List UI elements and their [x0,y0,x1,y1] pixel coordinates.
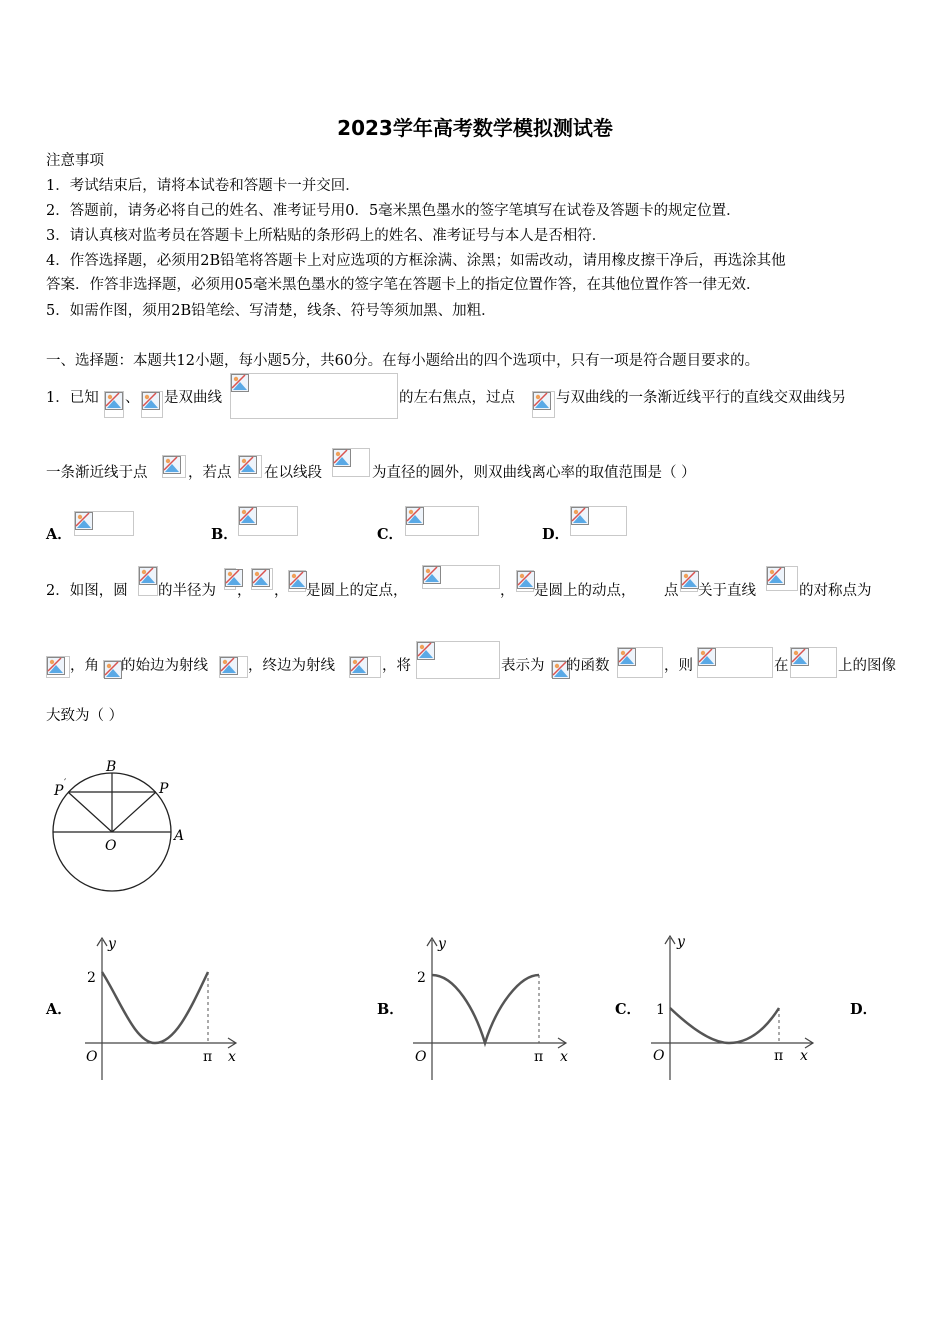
y-label: y [438,936,446,952]
broken-image-icon [289,571,307,589]
formula-image [551,660,566,678]
y-label: y [677,934,685,950]
formula-image [680,570,698,592]
formula-image [766,566,798,591]
q2-text: 关于直线 [698,583,756,599]
formula-image [103,660,121,678]
formula-image [532,391,555,418]
notice-item: 4．作答选择题，必须用2B铅笔将答题卡上对应选项的方框涂满、涂黑；如需改动，请用橡皮擦干净后，再选涂其他 [46,253,786,269]
q2-text: 的函数 [566,658,610,674]
broken-image-icon [75,512,93,530]
q1-text: 、 [125,390,140,406]
label-prime: ′ [64,778,67,789]
broken-image-icon [239,456,257,474]
formula-image [219,656,248,678]
option-b-label: B． [211,526,238,543]
option-d-label: D． [542,526,570,543]
origin-label: O [653,1048,665,1064]
formula-image [349,656,381,678]
broken-image-icon [333,449,351,467]
formula-image [162,455,186,478]
broken-image-icon [767,567,785,585]
q2-text: 大致为（ ） [46,708,124,724]
q2-text: ，则 [664,658,693,674]
q2-text: ，终边为射线 [248,658,335,674]
origin-label: O [86,1049,98,1065]
pi-label: π [203,1049,213,1065]
broken-image-icon [104,661,122,679]
option-c-formula [405,506,479,536]
formula-image [332,448,370,477]
formula-image [617,647,663,678]
label-b: B [106,759,117,775]
q1-text: 一条渐近线于点 [46,465,148,481]
graph-c [643,930,823,1085]
formula-image [138,566,158,596]
q2-text: 表示为 [501,658,545,674]
label-p: P [159,781,169,797]
broken-image-icon [252,569,270,587]
formula-image [251,568,273,590]
x-label: x [228,1049,236,1065]
broken-image-icon [142,392,160,410]
q2-text: 是圆上的定点， [306,583,408,599]
q2-text: ， [500,583,515,599]
x-label: x [560,1049,568,1065]
q2-text: 的半径为 [158,583,216,599]
q1-text: 为直径的圆外，则双曲线离心率的取值范围是（ ） [372,465,696,481]
broken-image-icon [231,374,249,392]
notice-item: 2．答题前，请务必将自己的姓名、准考证号用0．5毫米黑色墨水的签字笔填写在试卷及答题卡的规定位置． [46,203,741,219]
graph-option-d-label: D． [850,1001,878,1018]
broken-image-icon [239,507,257,525]
notice-item: 3．请认真核对监考员在答题卡上所粘贴的条形码上的姓名、准考证号与本人是否相符． [46,228,607,244]
radius-op-prime [68,792,112,832]
q1-text: 在以线段 [264,465,322,481]
q2-text: 是圆上的动点， [534,583,636,599]
tick-label: 1 [656,1002,665,1018]
formula-image [238,455,262,478]
formula-image [790,647,837,678]
q2-text: 在 [774,658,789,674]
graph-option-b-label: B． [377,1001,404,1018]
broken-image-icon [47,657,65,675]
option-a-label: A． [46,526,72,543]
label-p-prime: P [54,783,64,799]
formula-image [46,656,70,678]
label-o: O [105,838,117,854]
broken-image-icon [105,392,123,410]
origin-label: O [415,1049,427,1065]
formula-image [288,570,306,592]
broken-image-icon [517,571,535,589]
option-b-formula [238,506,298,536]
tick-label: 2 [417,970,426,986]
q2-text: ，角 [70,658,99,674]
broken-image-icon [791,648,809,666]
curve [432,975,539,1043]
formula-image [230,373,398,419]
formula-image [416,641,500,679]
formula-image [516,570,534,592]
broken-image-icon [220,657,238,675]
curve [670,1008,779,1043]
graph-b [405,930,585,1085]
graph-a [75,930,255,1085]
broken-image-icon [406,507,424,525]
graph-option-a-label: A． [46,1001,72,1018]
broken-image-icon [423,566,441,584]
formula-image [697,647,773,678]
option-a-formula [74,511,134,536]
q1-text: ，若点 [188,465,232,481]
broken-image-icon [350,657,368,675]
q2-text: 上的图像 [838,658,896,674]
section-heading: 一、选择题：本题共12小题，每小题5分，共60分。在每小题给出的四个选项中，只有一项是符合题目要求的。 [46,353,760,369]
notice-item: 5．如需作图，须用2B铅笔绘、写清楚，线条、符号等须加黑、加粗． [46,303,496,319]
broken-image-icon [417,642,435,660]
q2-text: ， [237,583,252,599]
q2-text: ， [274,583,289,599]
pi-label: π [774,1048,784,1064]
q2-text: 的对称点为 [799,583,872,599]
broken-image-icon [698,648,716,666]
circle-figure [48,755,198,895]
formula-image [141,391,163,418]
broken-image-icon [571,507,589,525]
label-a: A [174,828,185,844]
q1-text: 与双曲线的一条渐近线平行的直线交双曲线另 [556,390,846,406]
notice-item: 1．考试结束后，请将本试卷和答题卡一并交回． [46,178,360,194]
radius-op [112,792,156,832]
formula-image [224,568,236,590]
x-label: x [800,1048,808,1064]
notice-item: 答案．作答非选择题，必须用05毫米黑色墨水的签字笔在答题卡上的指定位置作答，在其他位置作答一律无效． [46,277,761,293]
broken-image-icon [163,456,181,474]
q2-text: 2．如图，圆 [46,583,128,599]
q2-text: ，将 [382,658,411,674]
y-label: y [108,936,116,952]
option-d-formula [570,506,627,536]
tick-label: 2 [87,970,96,986]
graph-option-c-label: C． [615,1001,642,1018]
broken-image-icon [533,392,551,410]
q1-text: 的左右焦点，过点 [399,390,515,406]
option-c-label: C． [377,526,404,543]
q1-text: 1．已知 [46,390,99,406]
notice-heading: 注意事项 [46,153,104,169]
q2-text: 点 [664,583,679,599]
broken-image-icon [681,571,699,589]
formula-image [104,391,124,418]
q2-text: 的始边为射线 [121,658,208,674]
pi-label: π [534,1049,544,1065]
page-title: 2023学年高考数学模拟测试卷 [337,116,613,140]
q1-text: 是双曲线 [164,390,222,406]
formula-image [422,565,500,589]
broken-image-icon [139,567,157,585]
curve [102,972,208,1043]
broken-image-icon [618,648,636,666]
